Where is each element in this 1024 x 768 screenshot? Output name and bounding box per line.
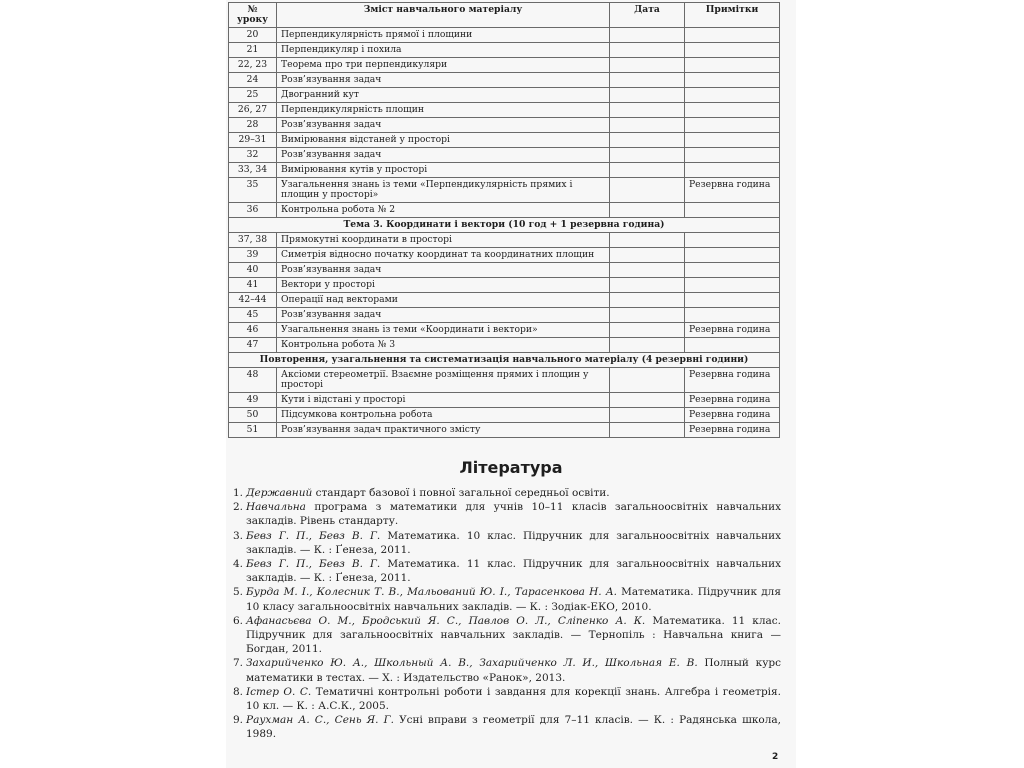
literature-item-number: 3. <box>233 529 244 542</box>
literature-item-number: 8. <box>233 685 244 698</box>
table-row <box>229 163 780 178</box>
literature-item-author: Афанасьєва О. М., Бродський Я. С., Павлов О. Л., Сліпенко А. К. <box>246 614 646 627</box>
lesson-number-cell: 46 <box>229 323 277 338</box>
table-row <box>229 43 780 58</box>
date-cell <box>610 263 685 278</box>
literature-item-text: стандарт базової і повної загальної середньої освіти. <box>312 487 610 499</box>
literature-item-number: 4. <box>233 558 244 571</box>
notes-cell <box>685 88 780 103</box>
content-cell: Розв’язування задач практичного змісту <box>277 423 610 438</box>
table-row <box>229 58 780 73</box>
date-cell <box>610 323 685 338</box>
content-cell: Перпендикуляр і похила <box>277 43 610 58</box>
lesson-number-cell: 35 <box>229 178 277 203</box>
literature-item <box>233 713 781 741</box>
lesson-number-cell: 22, 23 <box>229 58 277 73</box>
notes-cell <box>685 118 780 133</box>
notes-cell <box>685 308 780 323</box>
notes-cell <box>685 148 780 163</box>
table-row <box>229 233 780 248</box>
content-cell: Вектори у просторі <box>277 278 610 293</box>
literature-item-number: 1. <box>233 487 244 499</box>
header-date: Дата <box>610 3 685 28</box>
date-cell <box>610 408 685 423</box>
notes-cell <box>685 278 780 293</box>
lesson-number-cell: 21 <box>229 43 277 58</box>
section-row <box>229 353 780 368</box>
lesson-number-cell: 26, 27 <box>229 103 277 118</box>
literature-item-author: Навчальна <box>246 501 306 514</box>
header-lesson-number: № уроку <box>229 3 277 28</box>
notes-cell: Резервна година <box>685 178 780 203</box>
date-cell <box>610 88 685 103</box>
literature-item-author: Істер О. С. <box>246 685 312 698</box>
content-cell: Підсумкова контрольна робота <box>277 408 610 423</box>
lesson-number-cell: 51 <box>229 423 277 438</box>
date-cell <box>610 338 685 353</box>
notes-cell: Резервна година <box>685 368 780 393</box>
lesson-plan-table <box>228 2 780 438</box>
content-cell: Симетрія відносно початку координат та координатних площин <box>277 248 610 263</box>
literature-item-text: Математика. 11 клас. Підручник для загальноосвітніх навчальних закладів. — Тернопіль : Навчальна книга — Богдан, 2011. <box>246 614 781 656</box>
date-cell <box>610 368 685 393</box>
notes-cell <box>685 293 780 308</box>
lesson-number-cell: 47 <box>229 338 277 353</box>
date-cell <box>610 278 685 293</box>
lesson-number-cell: 48 <box>229 368 277 393</box>
literature-item-number: 5. <box>233 586 244 599</box>
date-cell <box>610 43 685 58</box>
literature-item-text: Усні вправи з геометрії для 7–11 класів. — К. : Радянська школа, 1989. <box>246 714 781 741</box>
literature-item <box>233 500 781 528</box>
date-cell <box>610 133 685 148</box>
date-cell <box>610 248 685 263</box>
table-row <box>229 423 780 438</box>
lesson-number-cell: 45 <box>229 308 277 323</box>
literature-item <box>233 685 781 713</box>
table-row <box>229 293 780 308</box>
lesson-number-cell: 36 <box>229 203 277 218</box>
header-notes: Примітки <box>685 3 780 28</box>
literature-item-author: Раухман А. С., Сень Я. Г. <box>246 714 394 727</box>
content-cell: Вимірювання кутів у просторі <box>277 163 610 178</box>
table-row <box>229 73 780 88</box>
content-cell: Перпендикулярність площин <box>277 103 610 118</box>
lesson-number-cell: 33, 34 <box>229 163 277 178</box>
notes-cell: Резервна година <box>685 393 780 408</box>
table-row <box>229 308 780 323</box>
table-row <box>229 133 780 148</box>
content-cell: Розв’язування задач <box>277 308 610 323</box>
literature-item-number: 2. <box>233 501 244 514</box>
content-cell: Узагальнення знань із теми «Координати і вектори» <box>277 323 610 338</box>
notes-cell <box>685 248 780 263</box>
literature-item-number: 6. <box>233 614 244 627</box>
table-header-row <box>229 3 780 28</box>
notes-cell <box>685 103 780 118</box>
table-row <box>229 338 780 353</box>
date-cell <box>610 203 685 218</box>
date-cell <box>610 103 685 118</box>
date-cell <box>610 148 685 163</box>
content-cell: Контрольна робота № 2 <box>277 203 610 218</box>
notes-cell: Резервна година <box>685 423 780 438</box>
date-cell <box>610 233 685 248</box>
literature-item-number: 9. <box>233 714 244 727</box>
literature-item-text: Полный курс математики в тестах. — Х. : Издательство «Ранок», 2013. <box>246 657 781 684</box>
literature-item-author: Захарийченко Ю. А., Школьный А. В., Захарийченко Л. И., Школьная Е. В. <box>246 657 698 670</box>
section-title: Тема 3. Координати і вектори (10 год + 1 резервна година) <box>229 218 780 233</box>
lesson-number-cell: 50 <box>229 408 277 423</box>
lesson-number-cell: 49 <box>229 393 277 408</box>
table-body <box>229 28 780 438</box>
literature-item-text: Математика. Підручник для 10 класу загальноосвітніх навчальних закладів. — К. : Зодіак-ЕКО, 2010. <box>246 586 781 613</box>
literature-item-author: Бевз Г. П., Бевз В. Г. <box>246 529 381 542</box>
date-cell <box>610 393 685 408</box>
literature-item <box>233 656 781 684</box>
literature-item <box>233 529 781 557</box>
section-row <box>229 218 780 233</box>
table-row <box>229 263 780 278</box>
lesson-number-cell: 20 <box>229 28 277 43</box>
date-cell <box>610 58 685 73</box>
content-cell: Контрольна робота № 3 <box>277 338 610 353</box>
content-cell: Розв’язування задач <box>277 263 610 278</box>
content-cell: Узагальнення знань із теми «Перпендикулярність прямих і площин у просторі» <box>277 178 610 203</box>
content-cell: Розв’язування задач <box>277 118 610 133</box>
table-row <box>229 248 780 263</box>
table-row <box>229 323 780 338</box>
content-cell: Аксіоми стереометрії. Взаємне розміщення прямих і площин у просторі <box>277 368 610 393</box>
lesson-number-cell: 32 <box>229 148 277 163</box>
notes-cell <box>685 43 780 58</box>
header-content: Зміст навчального матеріалу <box>277 3 610 28</box>
literature-item <box>233 557 781 585</box>
notes-cell <box>685 203 780 218</box>
content-cell: Двогранний кут <box>277 88 610 103</box>
section-title: Повторення, узагальнення та систематизація навчального матеріалу (4 резервні години) <box>229 353 780 368</box>
notes-cell <box>685 28 780 43</box>
notes-cell <box>685 338 780 353</box>
content-cell: Розв’язування задач <box>277 73 610 88</box>
lesson-number-cell: 41 <box>229 278 277 293</box>
notes-cell <box>685 58 780 73</box>
date-cell <box>610 423 685 438</box>
lesson-number-cell: 37, 38 <box>229 233 277 248</box>
table-row <box>229 28 780 43</box>
literature-item-author: Бевз Г. П., Бевз В. Г. <box>246 558 381 571</box>
literature-item-number: 7. <box>233 657 244 670</box>
content-cell: Кути і відстані у просторі <box>277 393 610 408</box>
content-cell: Вимірювання відстаней у просторі <box>277 133 610 148</box>
notes-cell <box>685 73 780 88</box>
date-cell <box>610 293 685 308</box>
literature-title: Література <box>459 458 563 477</box>
literature-item-text: Тематичні контрольні роботи і завдання для корекції знань. Алгебра і геометрія. 10 кл. — К. : А.С.К., 2005. <box>246 685 781 713</box>
notes-cell: Резервна година <box>685 408 780 423</box>
notes-cell <box>685 163 780 178</box>
table-row <box>229 368 780 393</box>
lesson-number-cell: 39 <box>229 248 277 263</box>
literature-item <box>233 585 781 613</box>
content-cell: Прямокутні координати в просторі <box>277 233 610 248</box>
lesson-number-cell: 24 <box>229 73 277 88</box>
literature-item-text: програма з математики для учнів 10–11 класів загальноосвітніх навчальних закладів. Рівень стандарту. <box>246 501 781 528</box>
content-cell: Розв’язування задач <box>277 148 610 163</box>
literature-item-author: Державний <box>246 487 313 499</box>
content-cell: Операції над векторами <box>277 293 610 308</box>
lesson-number-cell: 42–44 <box>229 293 277 308</box>
table-row <box>229 118 780 133</box>
notes-cell <box>685 233 780 248</box>
table-row <box>229 103 780 118</box>
table-row <box>229 148 780 163</box>
date-cell <box>610 73 685 88</box>
date-cell <box>610 308 685 323</box>
notes-cell <box>685 133 780 148</box>
lesson-number-cell: 29–31 <box>229 133 277 148</box>
literature-item-text: Математика. 10 клас. Підручник для загальноосвітніх навчальних закладів. — К. : Ґенеза, 2011. <box>246 529 781 556</box>
table-row <box>229 393 780 408</box>
table-row <box>229 408 780 423</box>
literature-item-text: Математика. 11 клас. Підручник для загальноосвітніх навчальних закладів. — К. : Ґенеза, 2011. <box>246 558 781 585</box>
literature-list <box>233 486 781 742</box>
date-cell <box>610 178 685 203</box>
page-number: 2 <box>772 752 779 762</box>
content-cell: Теорема про три перпендикуляри <box>277 58 610 73</box>
date-cell <box>610 118 685 133</box>
table-row <box>229 178 780 203</box>
date-cell <box>610 28 685 43</box>
lesson-number-cell: 25 <box>229 88 277 103</box>
lesson-number-cell: 28 <box>229 118 277 133</box>
table-row <box>229 88 780 103</box>
literature-item <box>233 614 781 657</box>
lesson-number-cell: 40 <box>229 263 277 278</box>
content-cell: Перпендикулярність прямої і площини <box>277 28 610 43</box>
table-row <box>229 203 780 218</box>
notes-cell <box>685 263 780 278</box>
date-cell <box>610 163 685 178</box>
notes-cell: Резервна година <box>685 323 780 338</box>
table-row <box>229 278 780 293</box>
literature-item-author: Бурда М. І., Колесник Т. В., Мальований Ю. І., Тарасенкова Н. А. <box>246 586 617 599</box>
literature-item <box>233 486 781 500</box>
